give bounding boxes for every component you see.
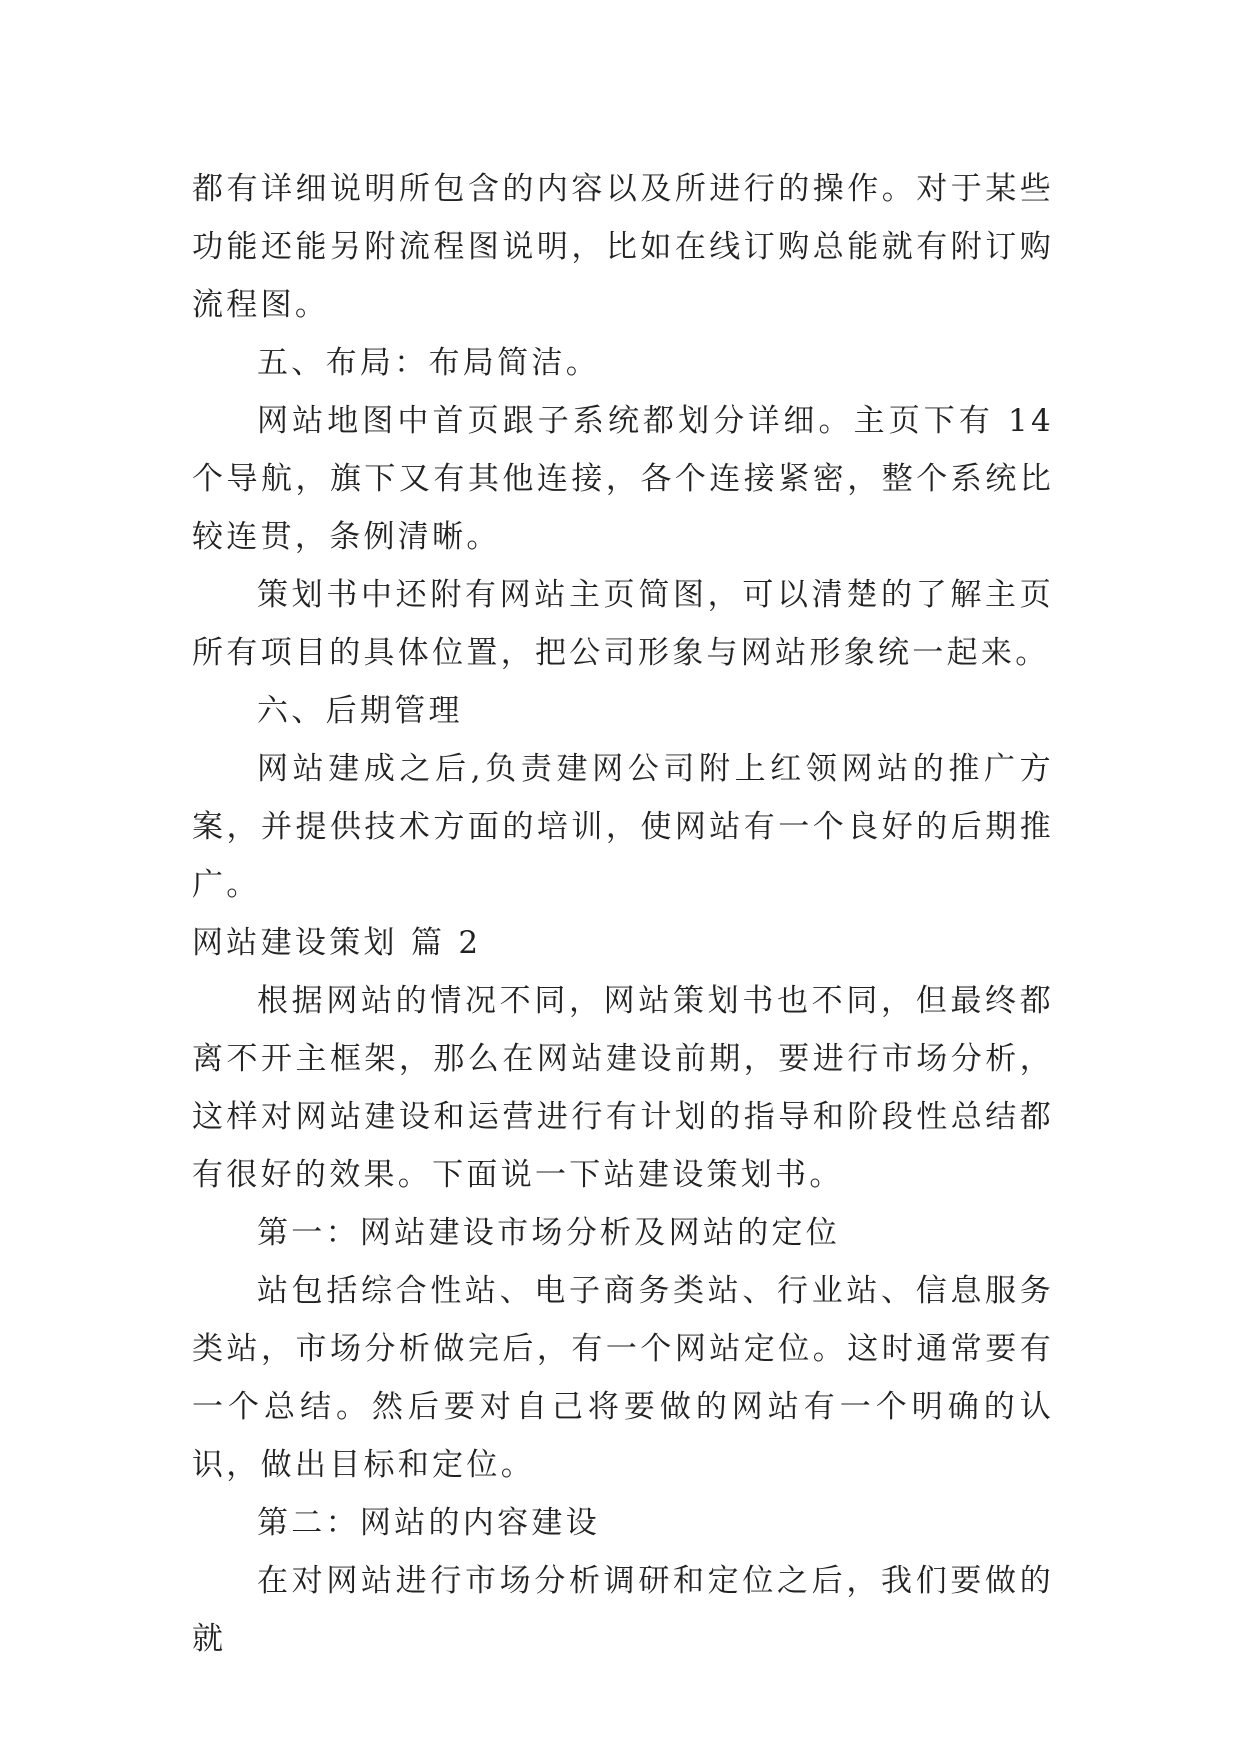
- paragraph-promotion: 网站建成之后,负责建网公司附上红领网站的推广方案，并提供技术方面的培训，使网站有一个良好的后期推广。: [192, 751, 1054, 903]
- section-heading-market: 第一：网站建设市场分析及网站的定位: [257, 1215, 841, 1251]
- section-heading-content: 第二：网站的内容建设: [257, 1505, 600, 1541]
- paragraph-site-types: 站包括综合性站、电子商务类站、行业站、信息服务类站，市场分析做完后，有一个网站定位。这时通常要有一个总结。然后要对自己将要做的网站有一个明确的认识，做出目标和定位。: [192, 1273, 1054, 1483]
- paragraph-sitemap: 网站地图中首页跟子系统都划分详细。主页下有 14 个导航，旗下又有其他连接，各个连接紧密，整个系统比较连贯，条例清晰。: [192, 403, 1054, 555]
- paragraph-continuation: 都有详细说明所包含的内容以及所进行的操作。对于某些功能还能另附流程图说明，比如在线订购总能就有附订购流程图。: [192, 171, 1054, 323]
- paragraph-content-start: 在对网站进行市场分析调研和定位之后，我们要做的就: [192, 1563, 1054, 1657]
- section-heading-management: 六、后期管理: [257, 693, 463, 729]
- paragraph-intro: 根据网站的情况不同，网站策划书也不同，但最终都离不开主框架，那么在网站建设前期，要进行市场分析，这样对网站建设和运营进行有计划的指导和阶段性总结都有很好的效果。下面说一下站建设策划书。: [192, 983, 1054, 1193]
- document-body: [192, 160, 1054, 1668]
- article-title: 网站建设策划 篇 2: [192, 925, 482, 961]
- section-heading-layout: 五、布局：布局简洁。: [257, 345, 600, 381]
- paragraph-homepage-sketch: 策划书中还附有网站主页简图，可以清楚的了解主页所有项目的具体位置，把公司形象与网站形象统一起来。: [192, 577, 1054, 671]
